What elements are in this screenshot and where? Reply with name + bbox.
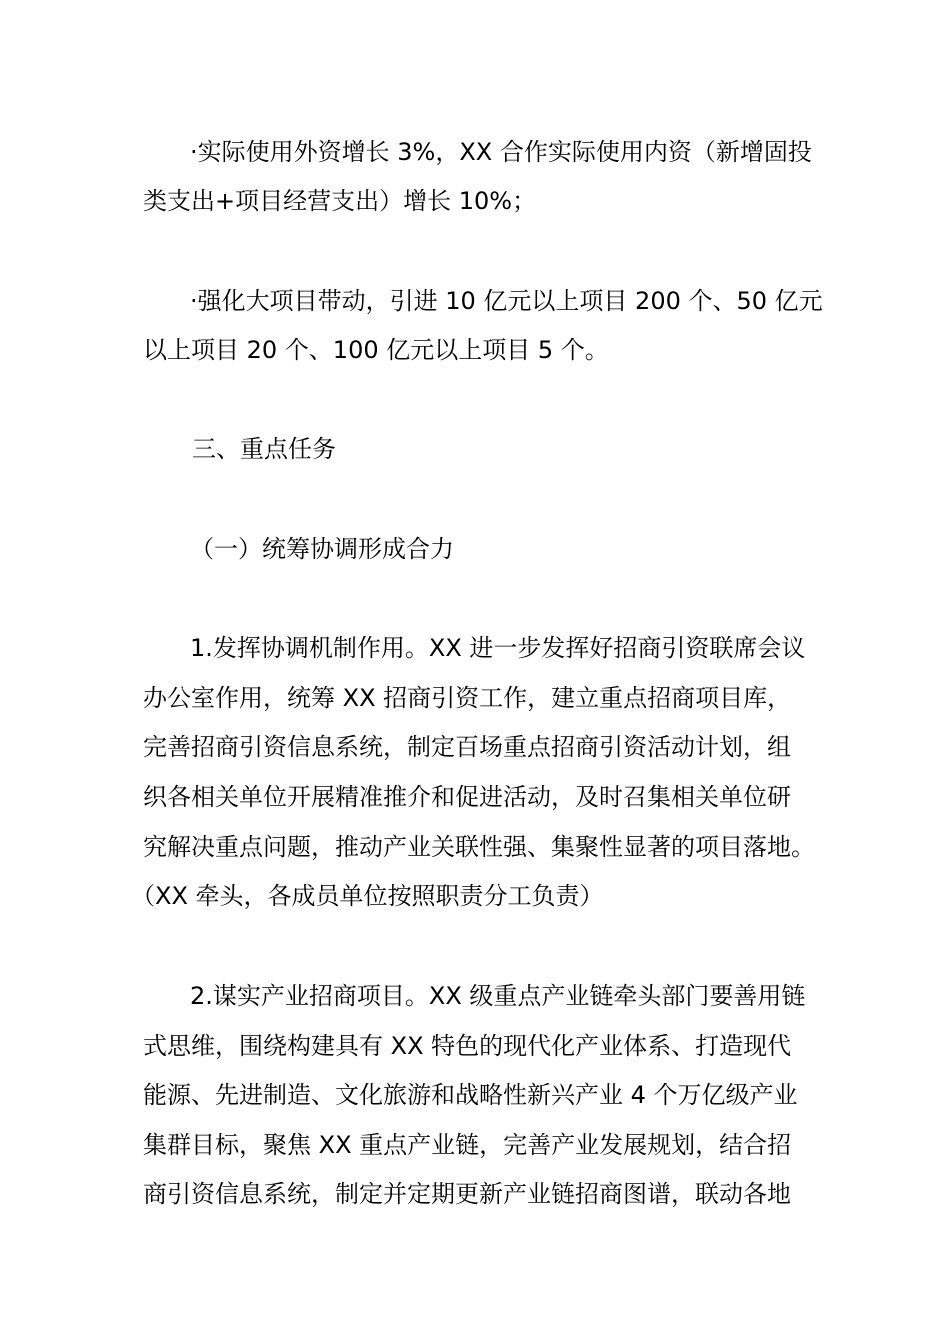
paragraph-line: 能源、先进制造、文化旅游和战略性新兴产业 4 个万亿级产业 — [143, 1081, 798, 1109]
paragraph-line: 办公室作用，统筹 XX 招商引资工作，建立重点招商项目库， — [143, 684, 792, 712]
paragraph-line: 2.谋实产业招商项目。XX 级重点产业链牵头部门要善用链 — [190, 982, 806, 1010]
paragraph-line: ·实际使用外资增长 3%，XX 合作实际使用内资（新增固投 — [190, 138, 812, 166]
paragraph-line: 商引资信息系统，制定并定期更新产业链招商图谱，联动各地 — [143, 1180, 791, 1208]
paragraph-line: 完善招商引资信息系统，制定百场重点招商引资活动计划，组 — [143, 733, 791, 761]
paragraph-line: （XX 牵头，各成员单位按照职责分工负责） — [131, 882, 604, 910]
paragraph-line: 究解决重点问题，推动产业关联性强、集聚性显著的项目落地。 — [143, 833, 815, 861]
subsection-heading: （一）统筹协调形成合力 — [190, 535, 454, 563]
paragraph-line: 以上项目 20 个、100 亿元以上项目 5 个。 — [143, 336, 609, 364]
paragraph-line: 类支出+项目经营支出）增长 10%； — [143, 187, 537, 215]
paragraph-line: 织各相关单位开展精准推介和促进活动，及时召集相关单位研 — [143, 783, 791, 811]
section-heading: 三、重点任务 — [192, 435, 336, 463]
paragraph-line: 1.发挥协调机制作用。XX 进一步发挥好招商引资联席会议 — [190, 634, 806, 662]
paragraph-line: 集群目标，聚焦 XX 重点产业链，完善产业发展规划，结合招 — [143, 1131, 792, 1159]
paragraph-line: 式思维，围绕构建具有 XX 特色的现代化产业体系、打造现代 — [143, 1032, 792, 1060]
paragraph-line: ·强化大项目带动，引进 10 亿元以上项目 200 个、50 亿元 — [190, 287, 823, 315]
